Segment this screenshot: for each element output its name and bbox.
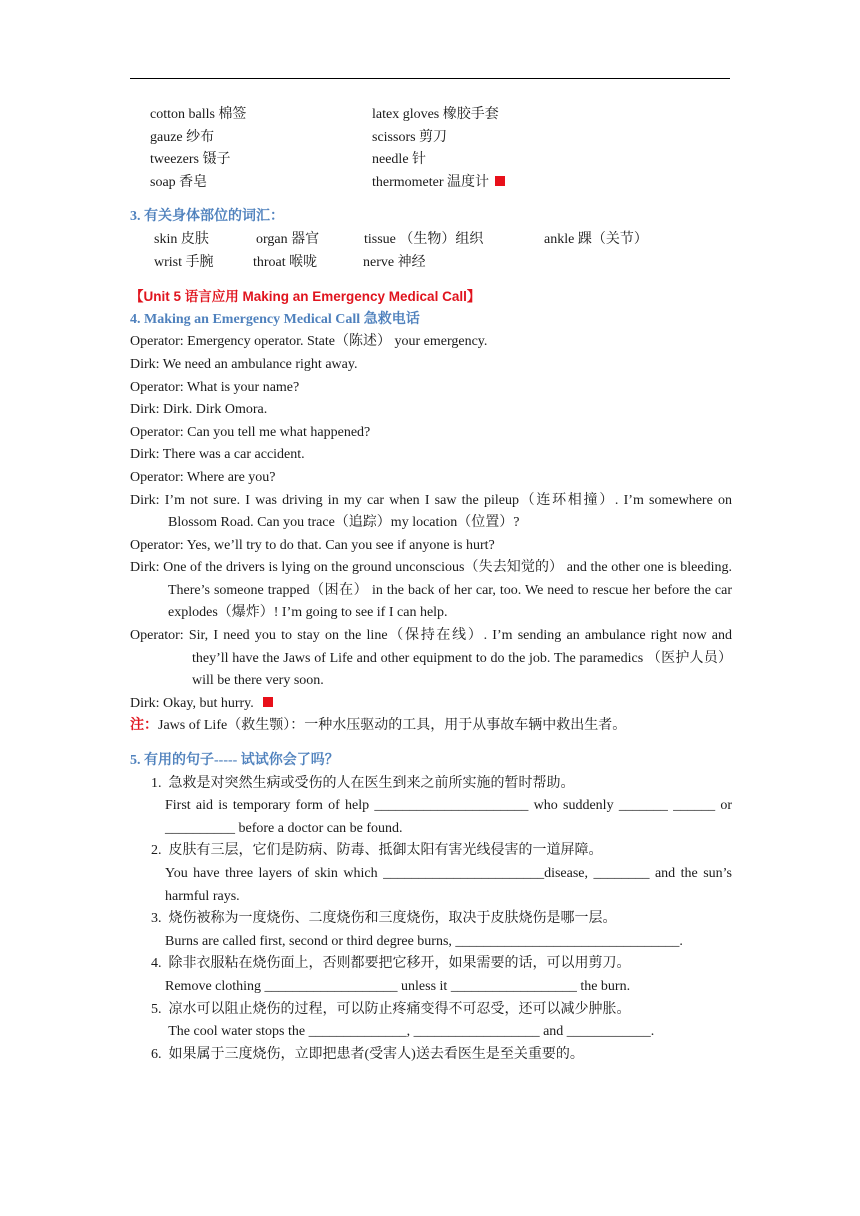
end-marker-icon	[263, 697, 273, 707]
vocab-row	[130, 127, 732, 150]
sentence-cn-text: 如果属于三度烧伤，立即把患者(受害人)送去看医生是至关重要的。	[168, 1046, 584, 1062]
item-number: 5.	[151, 1001, 162, 1017]
sentence-cn-text: 皮肤有三层，它们是防病、防毒、抵御太阳有害光线侵害的一道屏障。	[168, 843, 603, 859]
vocab-item: wrist 手腕	[154, 254, 214, 270]
dialogue-line: Dirk: Dirk. Dirk Omora.	[130, 402, 268, 418]
sentence-chinese	[151, 773, 732, 796]
list-item	[151, 773, 732, 841]
document-body	[130, 104, 732, 1066]
sentence-chinese	[151, 840, 732, 863]
item-number: 1.	[151, 775, 162, 791]
sentence-cn-text: 凉水可以阻止烧伤的过程，可以防止疼痛变得不可忍受，还可以减少肿胀。	[168, 1001, 631, 1017]
sentence-cn-text: 除非衣服粘在烧伤面上，否则都要把它移开，如果需要的话，可以用剪刀。	[168, 956, 631, 972]
dialogue-line: Dirk: Okay, but hurry.	[130, 695, 254, 711]
sentence-english: First aid is temporary form of help ______________________ who suddenly _______ ______ or __________ before a doctor can be found.	[165, 798, 732, 836]
sentence-list	[130, 773, 732, 1067]
sentence-english: Burns are called first, second or third degree burns, ________________________________.	[165, 933, 683, 949]
item-number: 2.	[151, 843, 162, 859]
vocab-item: cotton balls 棉签	[150, 107, 247, 122]
vocab-item: throat 喉咙	[253, 254, 318, 270]
note	[130, 715, 732, 738]
sentence-english: The cool water stops the ______________, __________________ and ____________.	[165, 1024, 655, 1040]
dialogue-line: Operator: What is your name?	[130, 379, 300, 395]
vocab-item: soap 香皂	[150, 174, 208, 190]
vocab-item: scissors 剪刀	[372, 129, 448, 145]
list-item	[151, 908, 732, 953]
header-rule	[130, 78, 730, 79]
sentence-english: You have three layers of skin which _______________________disease, ________ and the sun’s harmful rays.	[165, 866, 732, 904]
dialogue	[130, 331, 732, 715]
sentence-cn-text: 急救是对突然生病或受伤的人在医生到来之前所实施的暂时帮助。	[168, 775, 575, 791]
list-item	[151, 840, 732, 908]
end-marker-icon	[495, 176, 505, 186]
item-number: 3.	[151, 911, 162, 927]
vocab-item-last	[372, 172, 505, 195]
vocab-item: ankle 踝（关节）	[544, 231, 648, 247]
sentence-chinese	[151, 999, 732, 1022]
dialogue-line: Operator: Where are you?	[130, 469, 276, 485]
tools-vocab-list	[130, 104, 732, 194]
dialogue-line: Dirk: I’m not sure. I was driving in my car when I saw the pileup（连环相撞）. I’m somewhere on Blossom Road. Can you trace（追踪）my location（位置）?	[130, 492, 732, 531]
sentence-cn-text: 烧伤被称为一度烧伤、二度烧伤和三度烧伤，取决于皮肤烧伤是哪一层。	[168, 911, 617, 927]
sentence-chinese	[151, 1044, 732, 1067]
dialogue-line: Operator: Yes, we’ll try to do that. Can you see if anyone is hurt?	[130, 537, 495, 553]
vocab-item: thermometer 温度计	[372, 174, 490, 190]
note-text: Jaws of Life（救生颚）：一种水压驱动的工具，用于从事故车辆中救出生者。	[158, 718, 627, 734]
vocab-row	[130, 104, 732, 127]
dialogue-line: Operator: Sir, I need you to stay on the line（保持在线）. I’m sending an ambulance right now and they’ll have the Jaws of Life and other equipment to do the job. The paramedics （医护人员）will be there very soon.	[130, 628, 732, 689]
vocab-item: tissue （生物）组织	[364, 231, 484, 247]
section-5-title: 5. 有用的句子----- 试试你会了吗？	[130, 753, 339, 769]
sentence-chinese	[151, 953, 732, 976]
section-4-title: 4. Making an Emergency Medical Call 急救电话	[130, 311, 420, 327]
vocab-item: skin 皮肤	[154, 231, 209, 247]
sentence-chinese	[151, 908, 732, 931]
dialogue-line-last	[130, 693, 732, 716]
vocab-item: gauze 纱布	[150, 129, 215, 145]
vocab-row	[130, 149, 732, 172]
body-vocab-row	[130, 229, 732, 252]
list-item	[151, 953, 732, 998]
vocab-item: nerve 神经	[363, 254, 426, 270]
list-item	[151, 1044, 732, 1067]
vocab-row	[130, 172, 732, 195]
dialogue-line: Operator: Can you tell me what happened?	[130, 424, 371, 440]
item-number: 6.	[151, 1046, 162, 1062]
dialogue-line: Dirk: One of the drivers is lying on the ground unconscious（失去知觉的） and the other one is bleeding. There’s someone trapped（困在） in the back of her car, too. We need to rescue her before the car explodes（爆炸）! I’m going to see if I can help.	[130, 560, 732, 621]
vocab-item: organ 器官	[256, 231, 320, 247]
vocab-item: needle 针	[372, 152, 427, 168]
vocab-item: latex gloves 橡胶手套	[372, 107, 499, 122]
section-3-title: 3. 有关身体部位的词汇：	[130, 209, 284, 225]
list-item	[151, 999, 732, 1044]
body-vocab-row	[130, 252, 732, 275]
unit-heading: 【Unit 5 语言应用 Making an Emergency Medical Call】	[130, 289, 481, 305]
dialogue-line: Dirk: There was a car accident.	[130, 447, 305, 463]
note-label: 注：	[130, 718, 158, 734]
vocab-item: tweezers 镊子	[150, 152, 231, 168]
dialogue-line: Dirk: We need an ambulance right away.	[130, 356, 358, 372]
item-number: 4.	[151, 956, 162, 972]
sentence-english: Remove clothing ___________________ unless it __________________ the burn.	[165, 978, 631, 994]
dialogue-line: Operator: Emergency operator. State（陈述） your emergency.	[130, 334, 488, 350]
